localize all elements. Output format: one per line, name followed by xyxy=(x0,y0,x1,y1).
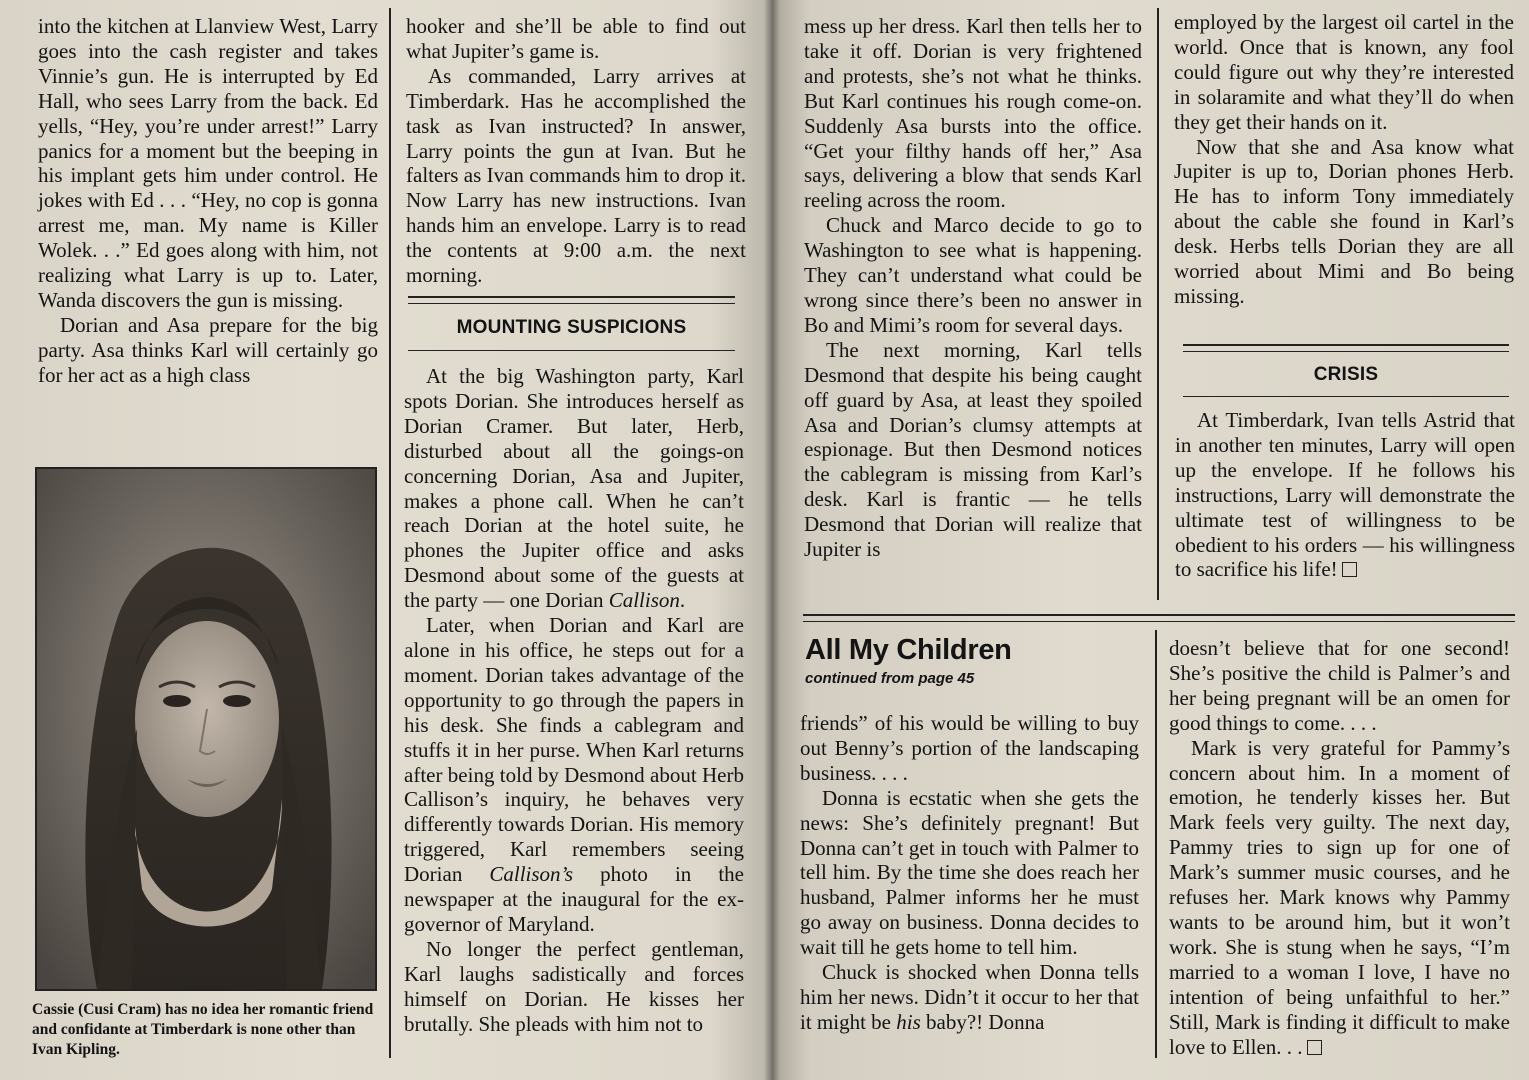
column-4-amc-text xyxy=(1169,636,1510,1059)
text-run: Mark is very grateful for Pammy’s concern about him. In a moment of emotion, he tenderly kisses her. But Mark feels very guilty. The next day, Pammy tries to sign up for one of Mark’s summer music courses, and he refuses her. Mark knows why Pammy wants to be around him, but it won’t work. She is stung when he says, “I’m married to a woman I love, I have no intention of being unfaithful to her.” Still, Mark is finding it difficult to make love to Ellen. . . xyxy=(1169,735,1510,1059)
section-heading: CRISIS xyxy=(1313,364,1379,385)
paragraph: The next morning, Karl tells Desmond that despite his being caught off guard by Asa, at least they spoiled Asa and Dorian’s clumsy attempts at espionage. But then Desmond notices the cablegram is missing from Karl’s desk. Karl is frantic — he tells Desmond that Dorian will realize that Jupiter is xyxy=(804,337,1142,562)
text-run: photo in the newspaper at the inaugural for the ex-governor of Maryland. xyxy=(404,862,744,936)
column-3-amc-text xyxy=(800,711,1139,1035)
column-2-bottom-text xyxy=(404,364,744,1036)
column-2-top-text xyxy=(406,14,746,288)
section-divider xyxy=(1183,344,1509,352)
paragraph: Donna is ecstatic when she gets the news: She’s definitely pregnant! But Donna can’t get in touch with Palmer to tell him. By the time she does reach her husband, Palmer informs her he must go away on business. Donna decides to wait till he gets home to tell him. xyxy=(800,785,1139,960)
text-run: At Timberdark, Ivan tells Astrid that in another ten minutes, Larry will open up the envelope. If he follows his instructions, Larry will demonstrate the ultimate test of willingness to be obedient to his orders — his willingness to sacrifice his life! xyxy=(1175,408,1515,582)
text-run: baby?! Donna xyxy=(920,1009,1045,1034)
text-run: Later, when Dorian and Karl are alone in his office, he steps out for a moment. Dorian takes advantage of the opportunity to go through the papers in his desk. She finds a cablegram and stuffs it in her purse. When Karl returns after being told by Desmond about Herb Callison’s inquiry, he behaves very differently towards Dorian. His memory triggered, Karl remembers seeing Dorian xyxy=(404,613,744,887)
photo-caption: Cassie (Cusi Cram) has no idea her romantic friend and confidante at Timberdark is none other than Ivan Kipling. xyxy=(32,1001,374,1058)
paragraph: No longer the perfect gentleman, Karl laughs sadistically and forces himself on Dorian. He kisses her brutally. She pleads with him not to xyxy=(404,936,744,1036)
portrait-image xyxy=(37,469,375,989)
column-3-top-text xyxy=(804,14,1142,562)
page-gutter xyxy=(764,0,780,1080)
italic-name: Callison’s xyxy=(489,862,574,887)
paragraph: Chuck and Marco decide to go to Washington to see what is happening. They can’t understand what could be wrong since there’s been no answer in Bo and Mimi’s room for several days. xyxy=(804,213,1142,337)
column-rule xyxy=(1155,630,1157,1058)
end-mark-icon xyxy=(1342,562,1357,577)
heading-underline xyxy=(408,350,735,351)
column-rule xyxy=(1157,8,1159,600)
column-1-text xyxy=(38,14,378,388)
paragraph: into the kitchen at Llanview West, Larry goes into the cash register and takes Vinnie’s gun. He is interrupted by Ed Hall, who sees Larry from the back. Ed yells, “Hey, you’re under arrest!” Larry panics for a moment but the beeping in his implant gets him under control. He jokes with Ed . . . “Hey, no cop is gonna arrest me, man. My name is Killer Wolek. . .” Ed goes along with him, not realizing what Larry is up to. Later, Wanda discovers the gun is missing. xyxy=(38,14,378,312)
portrait-photo xyxy=(35,467,377,991)
paragraph xyxy=(1175,408,1515,582)
section-divider xyxy=(803,614,1515,622)
end-mark-icon xyxy=(1307,1040,1322,1055)
paragraph: doesn’t believe that for one second! She’s positive the child is Palmer’s and her being pregnant will be an omen for good things to come. . . . xyxy=(1169,636,1510,735)
paragraph: As commanded, Larry arrives at Timberdark. Has he accomplished the task as Ivan instructed? In answer, Larry points the gun at Ivan. But he falters as Ivan commands him to drop it. Now Larry has new instructions. Ivan hands him an envelope. Larry is to read the contents at 9:00 a.m. the next morning. xyxy=(406,63,746,288)
text-run: Chuck is shocked when Donna tells him her news. Didn’t it occur to her that it might be xyxy=(800,960,1139,1034)
column-rule xyxy=(389,8,391,1058)
italic-word: his xyxy=(896,1009,921,1034)
italic-name: Callison xyxy=(608,588,680,613)
section-divider xyxy=(408,296,735,304)
paragraph: Now that she and Asa know what Jupiter is up to, Dorian phones Herb. He has to inform Tony immediately about the cable she found in Karl’s desk. Herbs tells Dorian they are all worried about Mimi and Bo being missing. xyxy=(1174,134,1514,308)
paragraph xyxy=(1169,736,1510,1060)
paragraph xyxy=(800,960,1139,1035)
paragraph: employed by the largest oil cartel in the world. Once that is known, any fool could figure out why they’re interested in solaramite and what they’ll do when they get their hands on it. xyxy=(1174,10,1514,134)
text-run: . xyxy=(679,588,686,613)
column-4-crisis-text xyxy=(1175,408,1515,582)
paragraph: mess up her dress. Karl then tells her to take it off. Dorian is very frightened and protests, she’s not what he thinks. But Karl continues his rough come-on. Suddenly Asa bursts into the office. “Get your filthy hands off her,” Asa says, delivering a blow that sends Karl reeling across the room. xyxy=(804,14,1142,213)
paragraph xyxy=(404,364,744,613)
column-4-top-text xyxy=(1174,10,1514,309)
section-subtitle: continued from page 45 xyxy=(805,670,975,687)
paragraph: Dorian and Asa prepare for the big party. Asa thinks Karl will certainly go for her act as a high class xyxy=(38,312,378,387)
text-run: At the big Washington party, Karl spots Dorian. She introduces herself as Dorian Cramer. But later, Herb, disturbed about all the goings-on concerning Dorian, Asa and Jupiter, makes a phone call. When he can’t reach Dorian at the hotel suite, he phones the Jupiter office and asks Desmond about some of the guests at the party — one Dorian xyxy=(404,364,744,613)
paragraph: friends” of his would be willing to buy out Benny’s portion of the landscaping business. . . . xyxy=(800,711,1139,785)
paragraph: hooker and she’ll be able to find out what Jupiter’s game is. xyxy=(406,14,746,63)
section-heading: MOUNTING SUSPICIONS xyxy=(456,317,687,338)
section-title: All My Children xyxy=(805,634,1012,666)
heading-underline xyxy=(1183,396,1509,397)
paragraph xyxy=(404,613,744,937)
